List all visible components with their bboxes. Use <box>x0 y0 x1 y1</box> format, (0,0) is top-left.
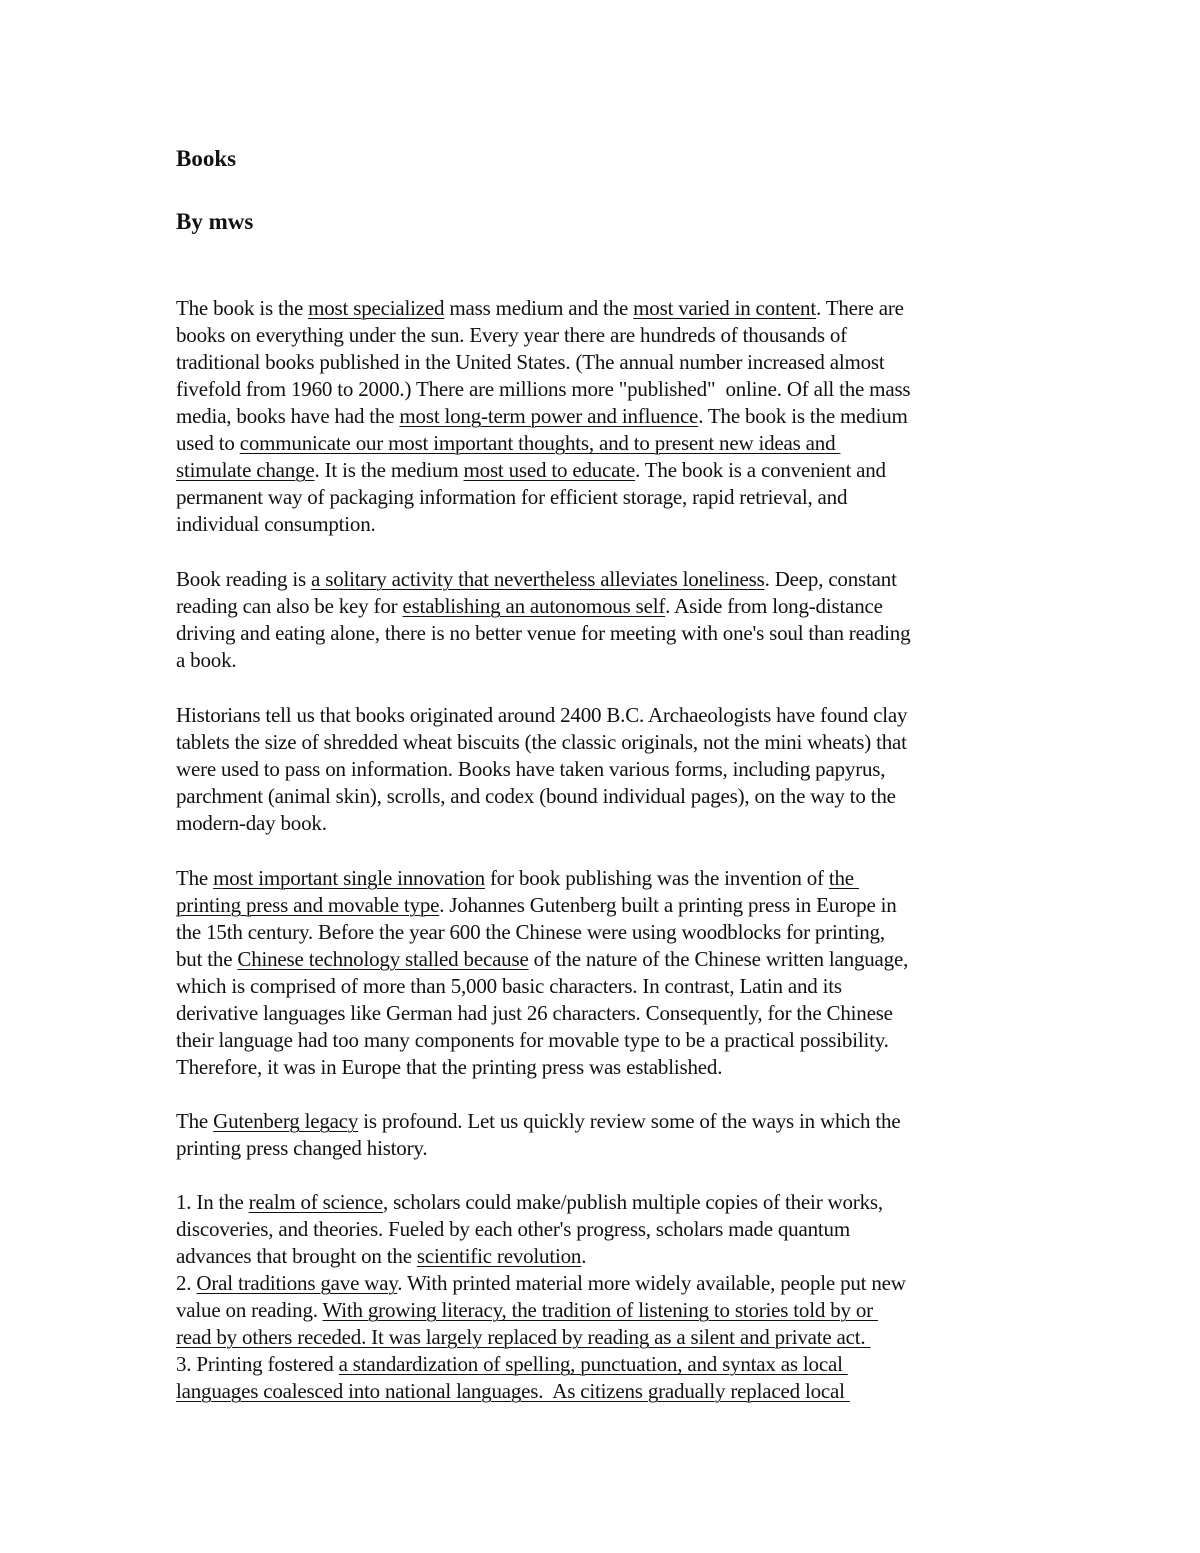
underlined-phrase: scientific revolution <box>416 1244 582 1268</box>
text-line <box>176 783 1056 810</box>
underlined-phrase: realm of science <box>248 1190 384 1214</box>
underlined-phrase: most varied in content <box>633 296 816 320</box>
text-run: 1. In the <box>176 1190 249 1214</box>
text-line <box>176 457 1056 484</box>
text-line <box>176 349 1056 376</box>
paragraph-book-reading <box>176 566 1056 674</box>
document-byline: By mws <box>176 209 254 234</box>
text-line <box>176 1135 1056 1162</box>
text-line <box>176 919 1056 946</box>
text-run: the 15th century. Before the year 600 the Chinese were using woodblocks for printing, <box>176 920 885 944</box>
text-line <box>176 566 1056 593</box>
underlined-phrase: a solitary activity that nevertheless alleviates loneliness <box>311 567 765 591</box>
underlined-phrase: read by others receded. It was largely replaced by reading as a silent and private act. <box>176 1325 871 1349</box>
text-line <box>176 729 1056 756</box>
text-run: Historians tell us that books originated around 2400 B.C. Archaeologists have found clay <box>176 703 908 727</box>
text-line <box>176 1108 1056 1135</box>
text-run: advances that brought on the <box>176 1244 417 1268</box>
text-line <box>176 593 1056 620</box>
text-line <box>176 295 1056 322</box>
text-line <box>176 810 1056 837</box>
numbered-list-impacts <box>176 1189 1056 1405</box>
text-run: Therefore, it was in Europe that the printing press was established. <box>176 1055 723 1079</box>
text-line <box>176 1378 1056 1405</box>
text-line <box>176 865 1056 892</box>
text-line <box>176 1189 1056 1216</box>
text-run: modern-day book. <box>176 811 327 835</box>
text-line <box>176 1351 1056 1378</box>
underlined-phrase: most long-term power and influence <box>399 404 699 428</box>
text-line <box>176 702 1056 729</box>
text-run: driving and eating alone, there is no better venue for meeting with one's soul than reading <box>176 621 911 645</box>
text-run: fivefold from 1960 to 2000.) There are millions more "published" online. Of all the mass <box>176 377 911 401</box>
underlined-phrase: Gutenberg legacy <box>213 1109 359 1133</box>
text-run: derivative languages like German had just 26 characters. Consequently, for the Chinese <box>176 1001 893 1025</box>
text-line <box>176 1027 1056 1054</box>
text-line <box>176 620 1056 647</box>
underlined-phrase: most important single innovation <box>213 866 485 890</box>
text-line <box>176 376 1056 403</box>
text-run: . Johannes Gutenberg built a printing press in Europe in <box>439 893 897 917</box>
text-run: discoveries, and theories. Fueled by each other's progress, scholars made quantum <box>176 1217 850 1241</box>
text-run: . The book is the medium <box>698 404 908 428</box>
text-line <box>176 973 1056 1000</box>
underlined-phrase: a standardization of spelling, punctuation, and syntax as local <box>338 1352 848 1376</box>
text-run: for book publishing was the invention of <box>484 866 829 890</box>
text-line <box>176 1054 1056 1081</box>
underlined-phrase: most used to educate <box>463 458 636 482</box>
text-line <box>176 1297 1056 1324</box>
text-run: . <box>581 1244 587 1268</box>
paragraph-printing-innovation <box>176 865 1056 1081</box>
underlined-phrase: Chinese technology stalled because <box>237 947 529 971</box>
text-line <box>176 322 1056 349</box>
paragraph-gutenberg-legacy <box>176 1108 1056 1162</box>
text-line <box>176 430 1056 457</box>
text-run: media, books have had the <box>176 404 400 428</box>
text-run: 3. Printing fostered <box>176 1352 339 1376</box>
text-run: parchment (animal skin), scrolls, and codex (bound individual pages), on the way to the <box>176 784 896 808</box>
paragraph-book-medium <box>176 295 1056 538</box>
text-run: books on everything under the sun. Every year there are hundreds of thousands of <box>176 323 847 347</box>
text-run: The book is the <box>176 296 309 320</box>
text-run: . The book is a convenient and <box>635 458 886 482</box>
text-run: used to <box>176 431 240 455</box>
underlined-phrase: most specialized <box>308 296 445 320</box>
text-run: reading can also be key for <box>176 594 403 618</box>
paragraph-history <box>176 702 1056 837</box>
underlined-phrase: With growing literacy, the tradition of listening to stories told by or <box>322 1298 879 1322</box>
text-line <box>176 647 1056 674</box>
text-line <box>176 756 1056 783</box>
underlined-phrase: communicate our most important thoughts, and to present new ideas and <box>239 431 841 455</box>
text-line <box>176 1216 1056 1243</box>
underlined-phrase: languages coalesced into national languages. As citizens gradually replaced local <box>176 1379 850 1403</box>
text-run: mass medium and the <box>444 296 634 320</box>
underlined-phrase: Oral traditions gave way <box>196 1271 398 1295</box>
text-run: which is comprised of more than 5,000 basic characters. In contrast, Latin and its <box>176 974 842 998</box>
text-run: The <box>176 1109 214 1133</box>
text-run: printing press changed history. <box>176 1136 428 1160</box>
text-run: . Aside from long-distance <box>665 594 883 618</box>
text-run: of the nature of the Chinese written language, <box>528 947 909 971</box>
document-title: Books <box>176 146 237 171</box>
text-run: a book. <box>176 648 237 672</box>
text-run: The <box>176 866 214 890</box>
text-line <box>176 1243 1056 1270</box>
text-run: is profound. Let us quickly review some of the ways in which the <box>358 1109 901 1133</box>
text-line <box>176 484 1056 511</box>
text-run: tablets the size of shredded wheat biscuits (the classic originals, not the mini wheats) that <box>176 730 907 754</box>
underlined-phrase: stimulate change <box>176 458 315 482</box>
text-run: permanent way of packaging information for efficient storage, rapid retrieval, and <box>176 485 848 509</box>
text-run: their language had too many components for movable type to be a practical possibility. <box>176 1028 889 1052</box>
text-run: . With printed material more widely available, people put new <box>397 1271 906 1295</box>
text-run: . There are <box>815 296 904 320</box>
text-line <box>176 1270 1056 1297</box>
text-run: traditional books published in the United States. (The annual number increased almost <box>176 350 885 374</box>
underlined-phrase: printing press and movable type <box>176 893 440 917</box>
text-run: individual consumption. <box>176 512 376 536</box>
text-run: . It is the medium <box>314 458 464 482</box>
text-run: value on reading. <box>176 1298 323 1322</box>
text-run: , scholars could make/publish multiple copies of their works, <box>383 1190 883 1214</box>
text-line <box>176 892 1056 919</box>
text-run: were used to pass on information. Books have taken various forms, including papyrus, <box>176 757 886 781</box>
text-run: 2. <box>176 1271 197 1295</box>
underlined-phrase: establishing an autonomous self <box>402 594 666 618</box>
text-line <box>176 946 1056 973</box>
underlined-phrase: the <box>828 866 859 890</box>
text-run: . Deep, constant <box>764 567 897 591</box>
text-line <box>176 403 1056 430</box>
text-line <box>176 511 1056 538</box>
text-run: Book reading is <box>176 567 312 591</box>
text-line <box>176 1000 1056 1027</box>
text-run: but the <box>176 947 238 971</box>
text-line <box>176 1324 1056 1351</box>
